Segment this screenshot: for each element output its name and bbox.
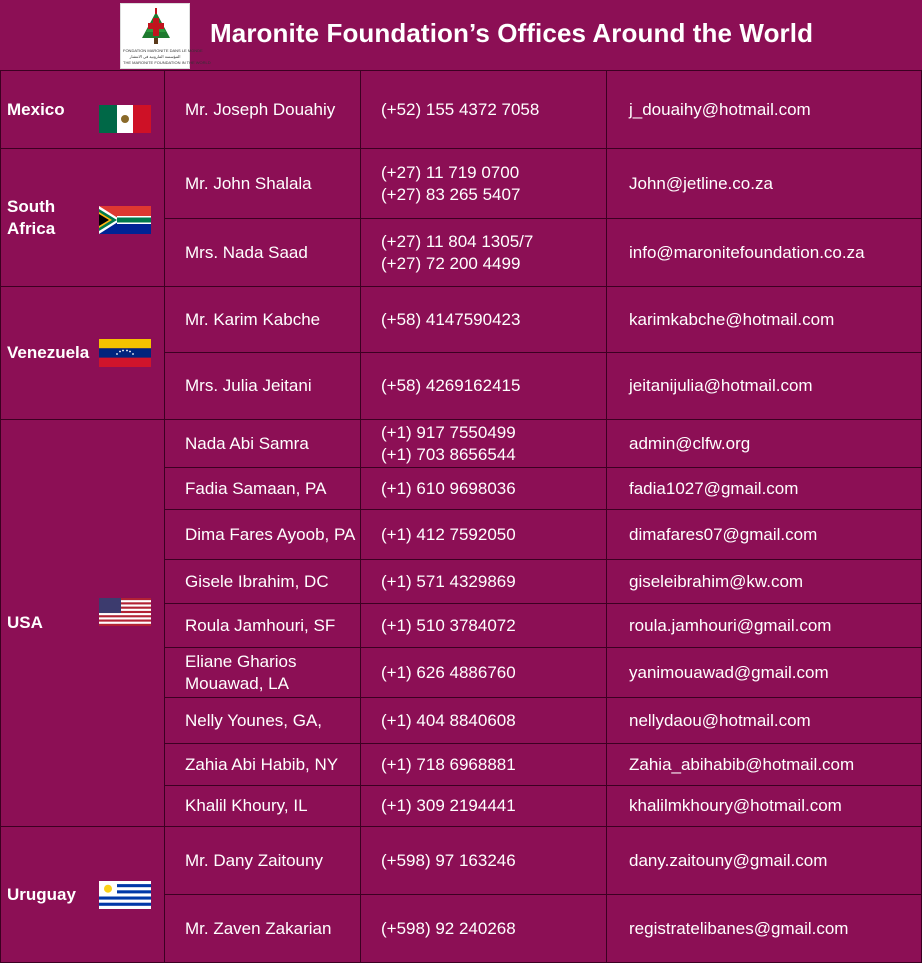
table-row: [1, 149, 922, 219]
country-name: South Africa: [7, 196, 56, 238]
contact-email[interactable]: roula.jamhouri@gmail.com: [607, 604, 922, 648]
contact-phone: (+1) 626 4886760: [361, 648, 607, 698]
contact-email[interactable]: Zahia_abihabib@hotmail.com: [607, 744, 922, 786]
contact-email[interactable]: yanimouawad@gmail.com: [607, 648, 922, 698]
table-row: [1, 420, 922, 468]
contact-name: Nada Abi Samra: [165, 420, 361, 468]
uruguay-flag-icon: [99, 881, 151, 909]
contact-name: Fadia Samaan, PA: [165, 468, 361, 510]
offices-table: [0, 70, 922, 963]
contact-phone: (+598) 97 163246: [361, 827, 607, 895]
contact-phone: (+1) 917 7550499 (+1) 703 8656544: [361, 420, 607, 468]
country-name: Uruguay: [7, 884, 76, 904]
contact-phone: (+1) 510 3784072: [361, 604, 607, 648]
contact-phone: (+1) 718 6968881: [361, 744, 607, 786]
contact-email[interactable]: fadia1027@gmail.com: [607, 468, 922, 510]
contact-email[interactable]: nellydaou@hotmail.com: [607, 698, 922, 744]
country-cell: [1, 420, 165, 827]
contact-name: Roula Jamhouri, SF: [165, 604, 361, 648]
country-cell: [1, 149, 165, 287]
country-name: Venezuela: [7, 343, 90, 362]
contact-name: Nelly Younes, GA,: [165, 698, 361, 744]
contact-name: Mr. Zaven Zakarian: [165, 895, 361, 963]
contact-phone: (+1) 610 9698036: [361, 468, 607, 510]
mexico-flag-icon: [99, 105, 151, 133]
country-cell: [1, 71, 165, 149]
contact-phone: (+1) 309 2194441: [361, 786, 607, 827]
country-name: USA: [7, 613, 43, 632]
contact-email[interactable]: karimkabche@hotmail.com: [607, 287, 922, 353]
contact-phone: (+1) 404 8840608: [361, 698, 607, 744]
contact-email[interactable]: dany.zaitouny@gmail.com: [607, 827, 922, 895]
venezuela-flag-icon: [99, 339, 151, 367]
cedar-cross-icon: [139, 8, 173, 46]
page-header: [0, 0, 921, 70]
contact-phone: (+27) 11 719 0700 (+27) 83 265 5407: [361, 149, 607, 219]
country-name: Mexico: [7, 99, 65, 119]
table-row: [1, 71, 922, 149]
contact-phone: (+52) 155 4372 7058: [361, 71, 607, 149]
contact-phone: (+27) 11 804 1305/7 (+27) 72 200 4499: [361, 219, 607, 287]
contact-email[interactable]: khalilmkhoury@hotmail.com: [607, 786, 922, 827]
contact-email[interactable]: admin@clfw.org: [607, 420, 922, 468]
contact-name: Mr. Dany Zaitouny: [165, 827, 361, 895]
contact-email[interactable]: j_douaihy@hotmail.com: [607, 71, 922, 149]
page-title: Maronite Foundation’s Offices Around the World: [210, 18, 814, 48]
contact-name: Zahia Abi Habib, NY: [165, 744, 361, 786]
table-row: [1, 287, 922, 353]
contact-phone: (+1) 571 4329869: [361, 560, 607, 604]
country-cell: [1, 827, 165, 963]
contact-phone: (+1) 412 7592050: [361, 510, 607, 560]
contact-name: Eliane Gharios Mouawad, LA: [165, 648, 361, 698]
contact-name: Mr. Karim Kabche: [165, 287, 361, 353]
contact-name: Mr. Joseph Douahiy: [165, 71, 361, 149]
south-africa-flag-icon: [99, 206, 151, 234]
country-cell: [1, 287, 165, 420]
logo-text-en: THE MARONITE FOUNDATION IN THE WORLD: [123, 60, 211, 65]
contact-email[interactable]: giseleibrahim@kw.com: [607, 560, 922, 604]
contact-phone: (+58) 4269162415: [361, 353, 607, 420]
maronite-foundation-logo: [120, 3, 211, 69]
contact-email[interactable]: registratelibanes@gmail.com: [607, 895, 922, 963]
contact-email[interactable]: dimafares07@gmail.com: [607, 510, 922, 560]
contact-name: Dima Fares Ayoob, PA: [165, 510, 361, 560]
usa-flag-icon: [99, 598, 151, 626]
logo-text-fr: FONDATION MARONITE DANS LE MONDE: [123, 48, 203, 53]
logo-text-ar: المؤسسة المارونية في الانتشار: [129, 54, 181, 59]
contact-name: Mrs. Julia Jeitani: [165, 353, 361, 420]
contact-email[interactable]: info@maronitefoundation.co.za: [607, 219, 922, 287]
contact-phone: (+58) 4147590423: [361, 287, 607, 353]
contact-name: Khalil Khoury, IL: [165, 786, 361, 827]
contact-email[interactable]: John@jetline.co.za: [607, 149, 922, 219]
contact-name: Mr. John Shalala: [165, 149, 361, 219]
table-row: [1, 827, 922, 895]
contact-email[interactable]: jeitanijulia@hotmail.com: [607, 353, 922, 420]
contact-phone: (+598) 92 240268: [361, 895, 607, 963]
contact-name: Gisele Ibrahim, DC: [165, 560, 361, 604]
contact-name: Mrs. Nada Saad: [165, 219, 361, 287]
